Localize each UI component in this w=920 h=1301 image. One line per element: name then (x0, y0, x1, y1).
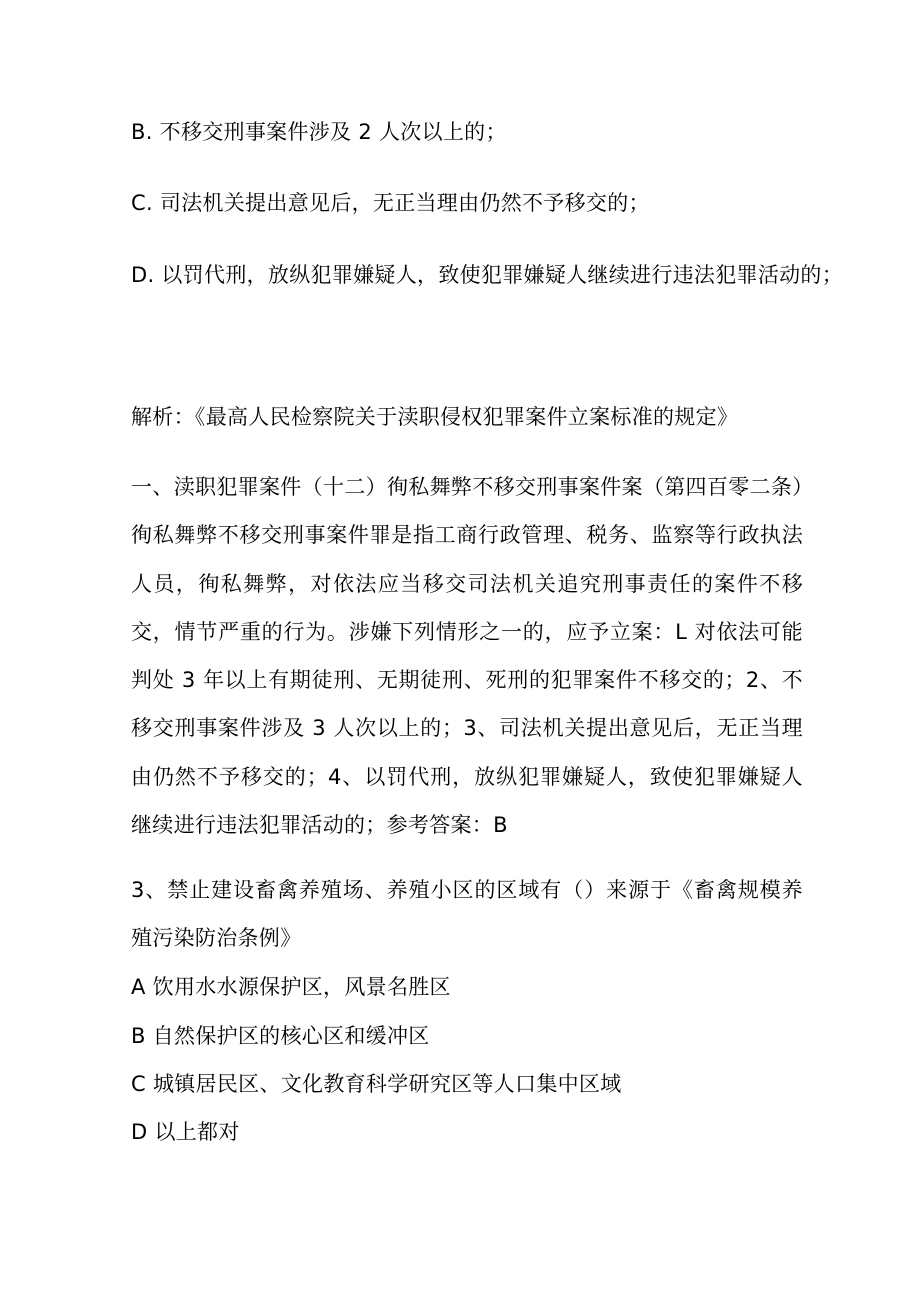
analysis-body: 一、渎职犯罪案件（十二）徇私舞弊不移交刑事案件案（第四百零二条）徇私舞弊不移交刑事案件罪是指工商行政管理、税务、监察等行政执法人员，徇私舞弊，对依法应当移交司法机关追究刑事责任的案件不移交，情节严重的行为。涉嫌下列情形之一的，应予立案：L 对依法可能判处 3 年以上有期徒刑、无期徒刑、死刑的犯罪案件不移交的；2、不移交刑事案件涉及 3 人次以上的；3、司法机关提出意见后，无正当理由仍然不予移交的；4、以罚代刑，放纵犯罪嫌疑人，致使犯罪嫌疑人继续进行违法犯罪活动的；参考答案：B (131, 475, 803, 838)
question-3-stem: 3、禁止建设畜禽养殖场、养殖小区的区域有（）来源于《畜禽规模养殖污染防治条例》 (131, 878, 803, 951)
prev-option-b: B. 不移交刑事案件涉及 2 人次以上的； (131, 120, 507, 144)
question-3-option-d: D 以上都对 (131, 1120, 240, 1144)
question-3-option-b: B 自然保护区的核心区和缓冲区 (131, 1024, 430, 1048)
prev-option-c: C. 司法机关提出意见后，无正当理由仍然不予移交的； (131, 191, 650, 215)
question-3-option-c: C 城镇居民区、文化教育科学研究区等人口集中区域 (131, 1072, 622, 1096)
question-3-option-a: A 饮用水水源保护区，风景名胜区 (131, 975, 451, 999)
analysis-heading: 解析：《最高人民检察院关于渎职侵权犯罪案件立案标准的规定》 (131, 405, 739, 429)
prev-option-d: D. 以罚代刑，放纵犯罪嫌疑人，致使犯罪嫌疑人继续进行违法犯罪活动的； (131, 263, 844, 287)
